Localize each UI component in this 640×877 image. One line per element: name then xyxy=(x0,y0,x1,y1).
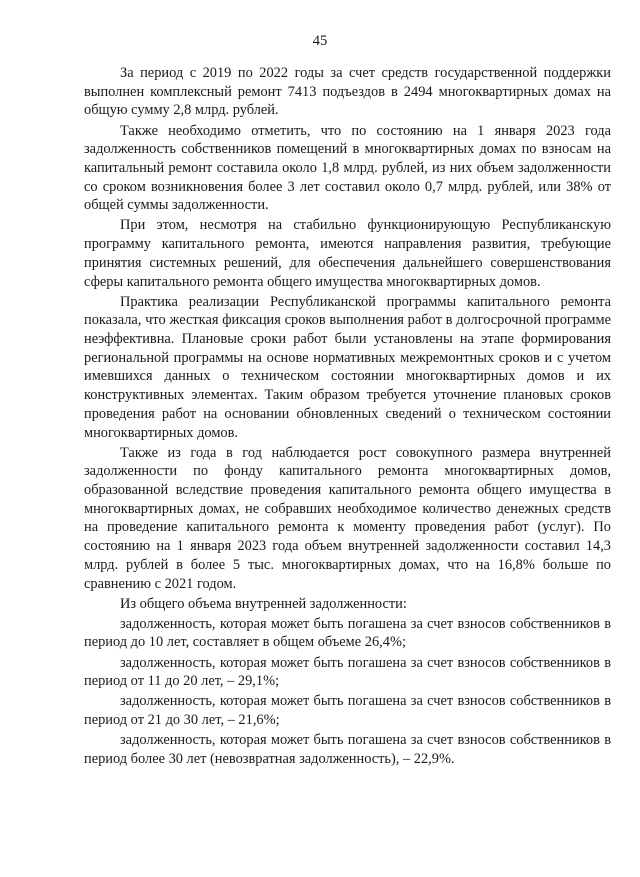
paragraph-internal-debt-growth: Также из года в год наблюдается рост совокупного размера внутренней задолженности по фонду капитального ремонта многоквартирных домов, образованной вследствие проведения капитального ремонта общего имущества в многоквартирных домах, не собравших необходимое количество денежных средств на проведение капитального ремонта к моменту проведения работ (услуг). По состоянию на 1 января 2023 года объем внутренней задолженности составил 14,3 млрд. рублей в более 5 тыс. многоквартирных домах, что на 16,8% больше по сравнению с 2021 годом. xyxy=(84,444,611,592)
paragraph-program-practice: Практика реализации Республиканской программы капитального ремонта показала, что жесткая фиксация сроков выполнения работ в долгосрочной программе неэффективна. Плановые сроки работ были установлены на этапе формирования региональной программы на основе нормативных межремонтных сроков и с учетом имевшихся данных о техническом состоянии многоквартирных домов и их конструктивных элементах. Таким образом требуется уточнение плановых сроков проведения работ на основании обновленных сведений о техническом состоянии многоквартирных домов. xyxy=(84,293,611,441)
paragraph-repair-summary: За период с 2019 по 2022 годы за счет средств государственной поддержки выполнен комплексный ремонт 7413 подъездов в 2494 многоквартирных домах на общую сумму 2,8 млрд. рублей. xyxy=(84,65,611,119)
list-item-debt-21-to-30-years: задолженность, которая может быть погашена за счет взносов собственников в период от 21 до 30 лет, – 21,6%; xyxy=(84,693,611,729)
paragraph-internal-debt-intro: Из общего объема внутренней задолженности: xyxy=(120,595,407,612)
list-item-debt-over-30-years: задолженность, которая может быть погашена за счет взносов собственников в период более 30 лет (невозвратная задолженность), – 22,9%. xyxy=(84,732,611,767)
list-item-debt-up-to-10-years: задолженность, которая может быть погашена за счет взносов собственников в период до 10 лет, составляет в общем объеме 26,4%; xyxy=(84,615,611,651)
document-body xyxy=(84,64,611,770)
paragraph-development-directions: При этом, несмотря на стабильно функционирующую Республиканскую программу капитального ремонта, имеются направления развития, требующие принятия системных решений, для обеспечения дальнейшего совершенствования сферы капитального ремонта общего имущества многоквартирных домов. xyxy=(84,217,611,290)
page-number: 45 xyxy=(312,33,328,49)
paragraph-owner-debt: Также необходимо отметить, что по состоянию на 1 января 2023 года задолженность собственников помещений в многоквартирных домах по взносам на капитальный ремонт составила около 1,8 млрд. рублей, из них объем задолженности со сроком возникновения более 3 лет составил около 0,7 млрд. рублей, или 38% от общей суммы задолженности. xyxy=(84,122,611,214)
list-item-debt-11-to-20-years: задолженность, которая может быть погашена за счет взносов собственников в период от 11 до 20 лет, – 29,1%; xyxy=(84,654,611,690)
